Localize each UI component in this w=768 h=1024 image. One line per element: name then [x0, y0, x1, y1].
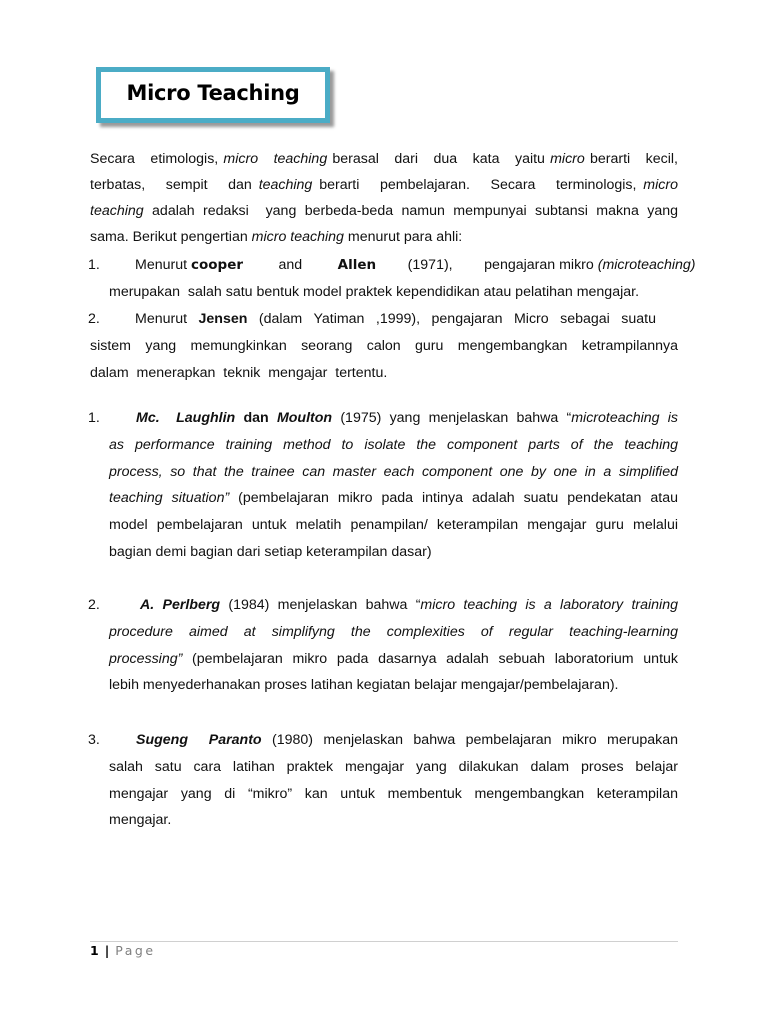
text-run: (1984) menjelaskan bahwa “	[220, 597, 421, 613]
list-item-line	[109, 279, 678, 305]
text-run: teaching	[90, 203, 144, 219]
text-run: Menurut	[135, 257, 191, 273]
definition-line	[109, 807, 678, 834]
text-run: cooper	[191, 257, 244, 273]
text-run: lebih menyederhanakan proses latihan kegiatan belajar mengajar/pembelajaran).	[109, 677, 619, 694]
definition-line	[109, 781, 678, 808]
text-run: (1971), pengajaran mikro	[376, 257, 598, 273]
page-number: 1	[90, 943, 100, 958]
definition-line	[109, 485, 678, 512]
intro-line	[90, 224, 678, 250]
text-run: berarti pembelajaran. Secara terminologis,	[312, 177, 644, 193]
list-number: 3.	[88, 732, 100, 748]
definition-line	[109, 592, 678, 619]
text-run: and	[243, 257, 338, 273]
text-run: microteaching is	[571, 410, 679, 426]
list-number: 1.	[88, 257, 100, 273]
list-item-text	[135, 306, 656, 332]
text-run: micro teaching is a laboratory training	[420, 597, 678, 613]
text-run: procedure aimed at simplifyng the complexities of regular teaching-learning	[109, 623, 678, 640]
definition-line	[109, 727, 678, 754]
text-run: berarti kecil,	[584, 151, 678, 167]
list-item-line	[135, 306, 656, 332]
list-number: 2.	[88, 311, 100, 327]
list-item-text	[135, 252, 696, 278]
definition-line	[109, 672, 678, 699]
title-box	[96, 67, 330, 123]
text-run: teaching	[258, 177, 313, 193]
text-run: sama. Berikut pengertian	[90, 229, 252, 245]
text-run: Secara etimologis,	[90, 151, 224, 167]
list-item-line	[135, 252, 696, 278]
page-label: Page	[115, 943, 156, 958]
text-run: (dalam Yatiman ,1999), pengajaran Micro sebagai suatu	[247, 311, 656, 327]
definition-line	[109, 405, 678, 432]
text-run: merupakan salah satu bentuk model praktek kependidikan atau pelatihan mengajar.	[109, 284, 640, 300]
definition-line	[109, 619, 678, 646]
list-number: 2.	[88, 597, 100, 613]
definition-block	[109, 405, 678, 566]
text-run: A. Perlberg	[140, 597, 221, 613]
text-run: Allen	[337, 257, 377, 273]
text-run: Menurut	[135, 311, 199, 327]
intro-line	[90, 146, 678, 172]
text-run: menurut para ahli:	[343, 229, 463, 245]
text-run: processing”	[109, 650, 183, 667]
text-run: mengajar.	[109, 812, 172, 829]
text-run: sistem yang memungkinkan seorang calon guru mengembangkan ketrampilannya	[90, 338, 678, 354]
footer-separator: |	[104, 943, 111, 958]
list-item-text	[90, 333, 678, 359]
text-run: adalah redaksi yang berbeda-beda namun mempunyai subtansi makna yang	[143, 203, 678, 219]
definition-line	[109, 512, 678, 539]
text-run: as performance training method to isolate the component parts of the teaching	[109, 436, 678, 453]
intro-paragraph	[90, 146, 678, 250]
list-number: 1.	[88, 410, 100, 426]
text-run: bagian demi bagian dari setiap keterampilan dasar)	[109, 543, 432, 560]
text-run: (pembelajaran mikro pada dasarnya adalah sebuah laboratorium untuk	[182, 650, 678, 667]
text-run: mengajar yang di “mikro” kan untuk membentuk mengembangkan keterampilan	[109, 785, 678, 802]
definition-block	[109, 592, 678, 699]
page-title: Micro Teaching	[126, 81, 300, 105]
intro-line	[90, 172, 678, 198]
text-run: salah satu cara latihan praktek mengajar yang dilakukan dalam proses belajar	[109, 758, 678, 775]
definition-line	[109, 539, 678, 566]
text-run: micro teaching	[223, 151, 328, 167]
list-item-text	[109, 279, 678, 305]
definition-line	[109, 646, 678, 673]
text-run: teaching situation”	[109, 490, 230, 507]
text-run: micro teaching	[251, 229, 344, 245]
definition-line	[109, 432, 678, 459]
footer-divider	[90, 941, 678, 942]
definition-line	[109, 754, 678, 781]
text-run: Sugeng Paranto	[136, 732, 262, 748]
text-run: (1980) menjelaskan bahwa pembelajaran mikro merupakan	[261, 732, 678, 748]
text-run: micro	[550, 151, 585, 167]
definition-block	[109, 727, 678, 834]
text-run: (1975) yang menjelaskan bahwa “	[332, 410, 572, 426]
text-run: terbatas, sempit dan	[90, 177, 259, 193]
text-run: Mc. Laughlin	[136, 410, 236, 426]
list-item-line	[90, 360, 678, 386]
text-run: (microteaching)	[597, 257, 696, 273]
list-item-line	[90, 333, 678, 359]
intro-line	[90, 198, 678, 224]
text-run: micro	[643, 177, 678, 193]
text-run: dalam menerapkan teknik mengajar tertentu.	[90, 365, 388, 381]
definition-line	[109, 459, 678, 486]
text-run: model pembelajaran untuk melatih penampilan/ keterampilan mengajar guru melalui	[109, 517, 678, 534]
text-run: process, so that the trainee can master each component one by one in a simplified	[109, 463, 678, 480]
list-item-text	[90, 360, 678, 386]
text-run: Jensen	[198, 311, 248, 327]
text-run: Moulton	[276, 410, 333, 426]
page-footer	[90, 943, 156, 958]
text-run: dan	[235, 410, 277, 426]
text-run: berasal dari dua kata yaitu	[327, 151, 551, 167]
text-run: (pembelajaran mikro pada intinya adalah suatu pendekatan atau	[229, 490, 678, 507]
